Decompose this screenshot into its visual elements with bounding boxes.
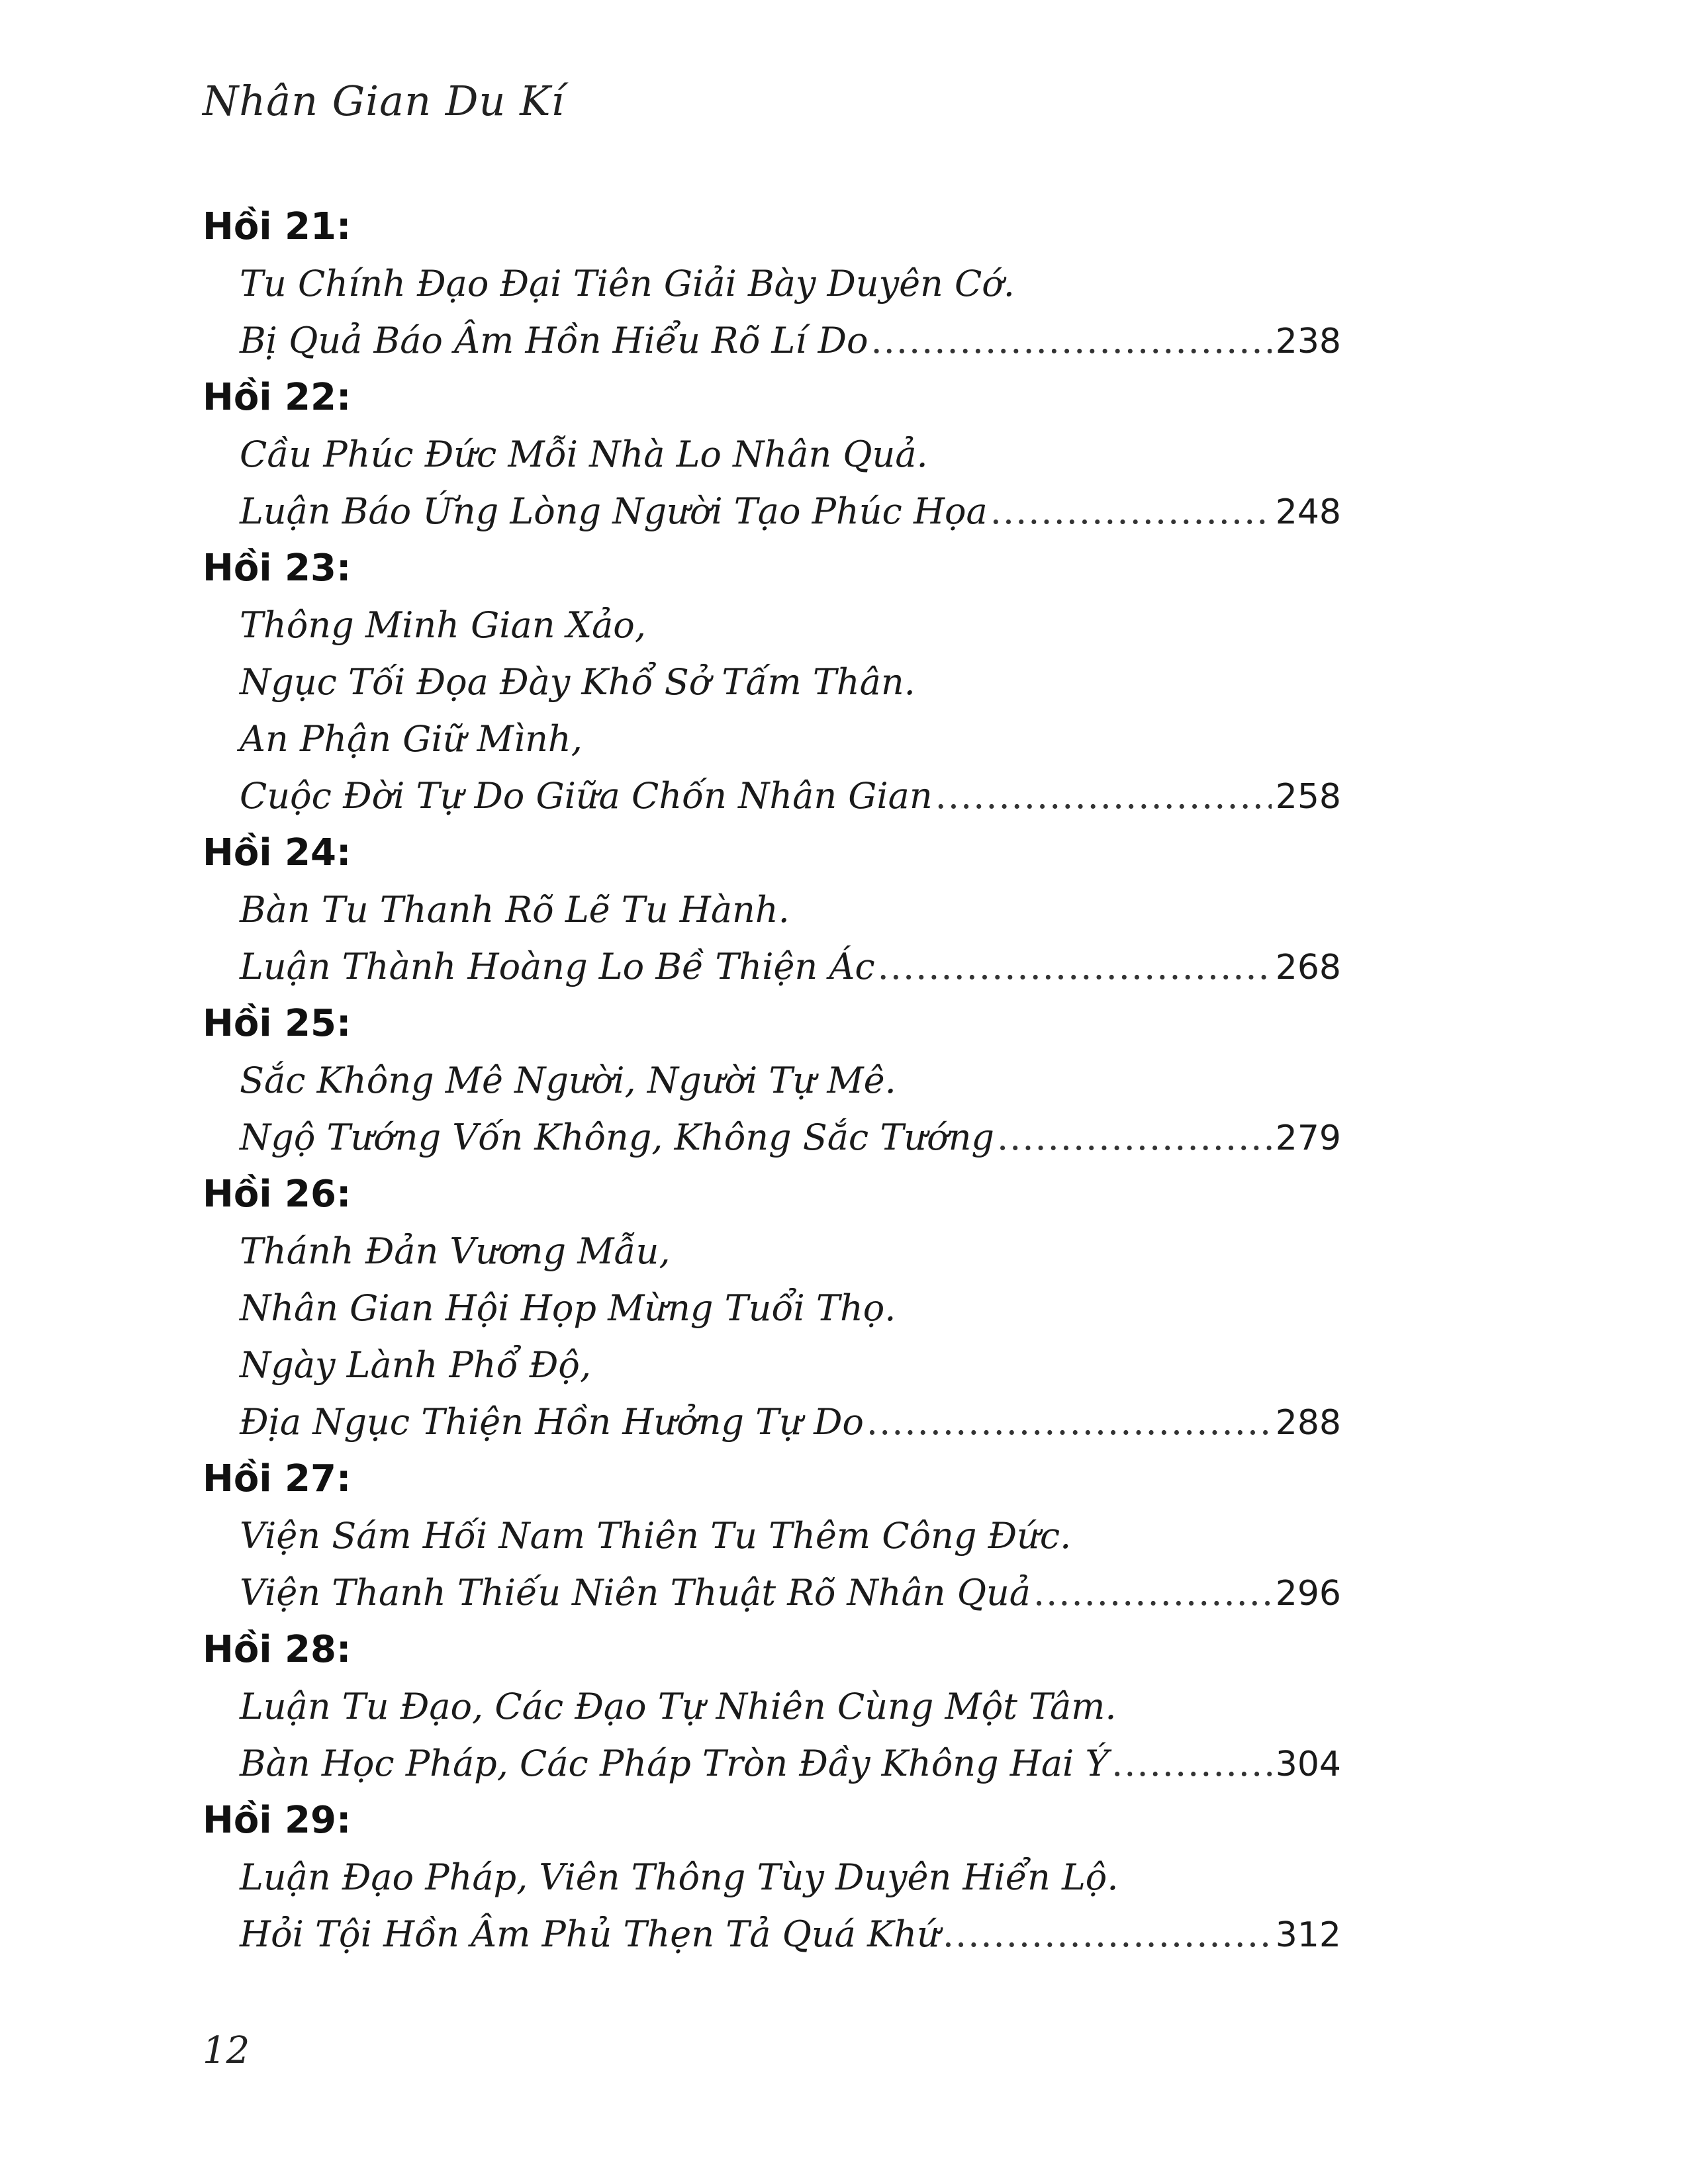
chapter-heading: Hồi 27: — [203, 1457, 352, 1500]
dot-leader — [867, 1394, 1272, 1451]
chapter-title-text: Bàn Tu Thanh Rõ Lẽ Tu Hành. — [240, 889, 790, 931]
chapter-title-text: Ngày Lành Phổ Độ, — [240, 1344, 592, 1386]
chapter-heading: Hồi 26: — [203, 1173, 352, 1216]
chapter-title-text: Viện Sám Hối Nam Thiên Tu Thêm Công Đức. — [240, 1515, 1072, 1557]
chapter-title-line — [203, 654, 1341, 711]
page-number: 238 — [1275, 322, 1341, 361]
chapter-title-line — [203, 1337, 1341, 1394]
page-number: 258 — [1275, 777, 1341, 817]
toc-entry — [203, 1451, 1341, 1621]
chapter-heading: Hồi 21: — [203, 205, 352, 248]
dot-leader — [943, 1906, 1272, 1963]
chapter-title-text: Ngộ Tướng Vốn Không, Không Sắc Tướng — [240, 1116, 994, 1158]
chapter-heading: Hồi 28: — [203, 1628, 352, 1671]
dot-leader — [878, 938, 1272, 995]
chapter-title-line — [203, 1565, 1341, 1621]
page-number: 304 — [1275, 1745, 1341, 1784]
chapter-heading: Hồi 25: — [203, 1002, 352, 1045]
chapter-heading: Hồi 29: — [203, 1799, 352, 1842]
table-of-contents — [203, 199, 1341, 1963]
chapter-title-line — [203, 882, 1341, 938]
chapter-title-text: Luận Đạo Pháp, Viên Thông Tùy Duyên Hiển Lộ. — [240, 1856, 1119, 1898]
chapter-title-line — [203, 255, 1341, 312]
chapter-title-text: Hỏi Tội Hồn Âm Phủ Thẹn Tả Quá Khứ — [240, 1913, 940, 1955]
chapter-title-text: Viện Thanh Thiếu Niên Thuật Rõ Nhân Quả — [240, 1572, 1031, 1614]
page-number: 296 — [1275, 1574, 1341, 1614]
page-number: 279 — [1275, 1118, 1341, 1158]
page-number: 312 — [1275, 1915, 1341, 1955]
dot-leader — [1111, 1735, 1272, 1792]
toc-entry — [203, 1166, 1341, 1451]
chapter-title-line — [203, 1052, 1341, 1109]
chapter-title-line — [203, 483, 1341, 540]
chapter-title-text: Bàn Học Pháp, Các Pháp Tròn Đầy Không Hai Ý — [240, 1743, 1109, 1784]
dot-leader — [997, 1109, 1272, 1166]
toc-entry — [203, 995, 1341, 1166]
chapter-title-text: Nhân Gian Hội Họp Mừng Tuổi Thọ. — [240, 1287, 896, 1329]
chapter-title-line — [203, 426, 1341, 483]
chapter-heading: Hồi 24: — [203, 831, 352, 874]
chapter-title-text: Cầu Phúc Đức Mỗi Nhà Lo Nhân Quả. — [240, 433, 928, 475]
chapter-title-text: Ngục Tối Đọa Đày Khổ Sở Tấm Thân. — [240, 661, 915, 703]
chapter-title-line — [203, 1223, 1341, 1280]
chapter-title-text: Sắc Không Mê Người, Người Tự Mê. — [240, 1060, 896, 1101]
chapter-title-text: Thông Minh Gian Xảo, — [240, 604, 646, 646]
chapter-title-text: Luận Báo Ứng Lòng Người Tạo Phúc Họa — [240, 490, 988, 532]
chapter-title-line — [203, 1280, 1341, 1337]
chapter-title-line — [203, 1508, 1341, 1565]
page-folio: 12 — [203, 2029, 250, 2072]
chapter-title-line — [203, 1109, 1341, 1166]
dot-leader — [935, 768, 1272, 825]
chapter-title-line — [203, 1394, 1341, 1451]
chapter-title-text: Thánh Đản Vương Mẫu, — [240, 1230, 671, 1272]
chapter-title-line — [203, 312, 1341, 369]
chapter-title-line — [203, 1906, 1341, 1963]
chapter-title-text: Địa Ngục Thiện Hồn Hưởng Tự Do — [240, 1401, 864, 1443]
chapter-title-text: An Phận Giữ Mình, — [240, 718, 583, 760]
toc-entry — [203, 825, 1341, 995]
dot-leader — [1033, 1565, 1272, 1621]
page-number: 288 — [1275, 1403, 1341, 1443]
toc-entry — [203, 199, 1341, 369]
toc-entry — [203, 1621, 1341, 1792]
toc-entry — [203, 540, 1341, 825]
chapter-title-line — [203, 1849, 1341, 1906]
chapter-heading: Hồi 22: — [203, 376, 352, 419]
chapter-title-text: Cuộc Đời Tự Do Giữa Chốn Nhân Gian — [240, 775, 933, 817]
chapter-title-text: Luận Tu Đạo, Các Đạo Tự Nhiên Cùng Một Tâm. — [240, 1686, 1117, 1727]
running-header: Nhân Gian Du Kí — [203, 77, 565, 125]
dot-leader — [870, 312, 1271, 369]
chapter-title-line — [203, 938, 1341, 995]
chapter-title-line — [203, 1735, 1341, 1792]
chapter-title-text: Tu Chính Đạo Đại Tiên Giải Bày Duyên Cớ. — [240, 263, 1015, 304]
dot-leader — [990, 483, 1272, 540]
page-number: 268 — [1275, 948, 1341, 987]
chapter-title-text: Luận Thành Hoàng Lo Bề Thiện Ác — [240, 946, 875, 987]
chapter-title-line — [203, 768, 1341, 825]
toc-entry — [203, 369, 1341, 540]
chapter-title-text: Bị Quả Báo Âm Hồn Hiểu Rõ Lí Do — [240, 320, 868, 361]
toc-entry — [203, 1792, 1341, 1963]
chapter-title-line — [203, 1678, 1341, 1735]
chapter-title-line — [203, 597, 1341, 654]
chapter-heading: Hồi 23: — [203, 547, 352, 590]
chapter-title-line — [203, 711, 1341, 768]
page-number: 248 — [1275, 492, 1341, 532]
